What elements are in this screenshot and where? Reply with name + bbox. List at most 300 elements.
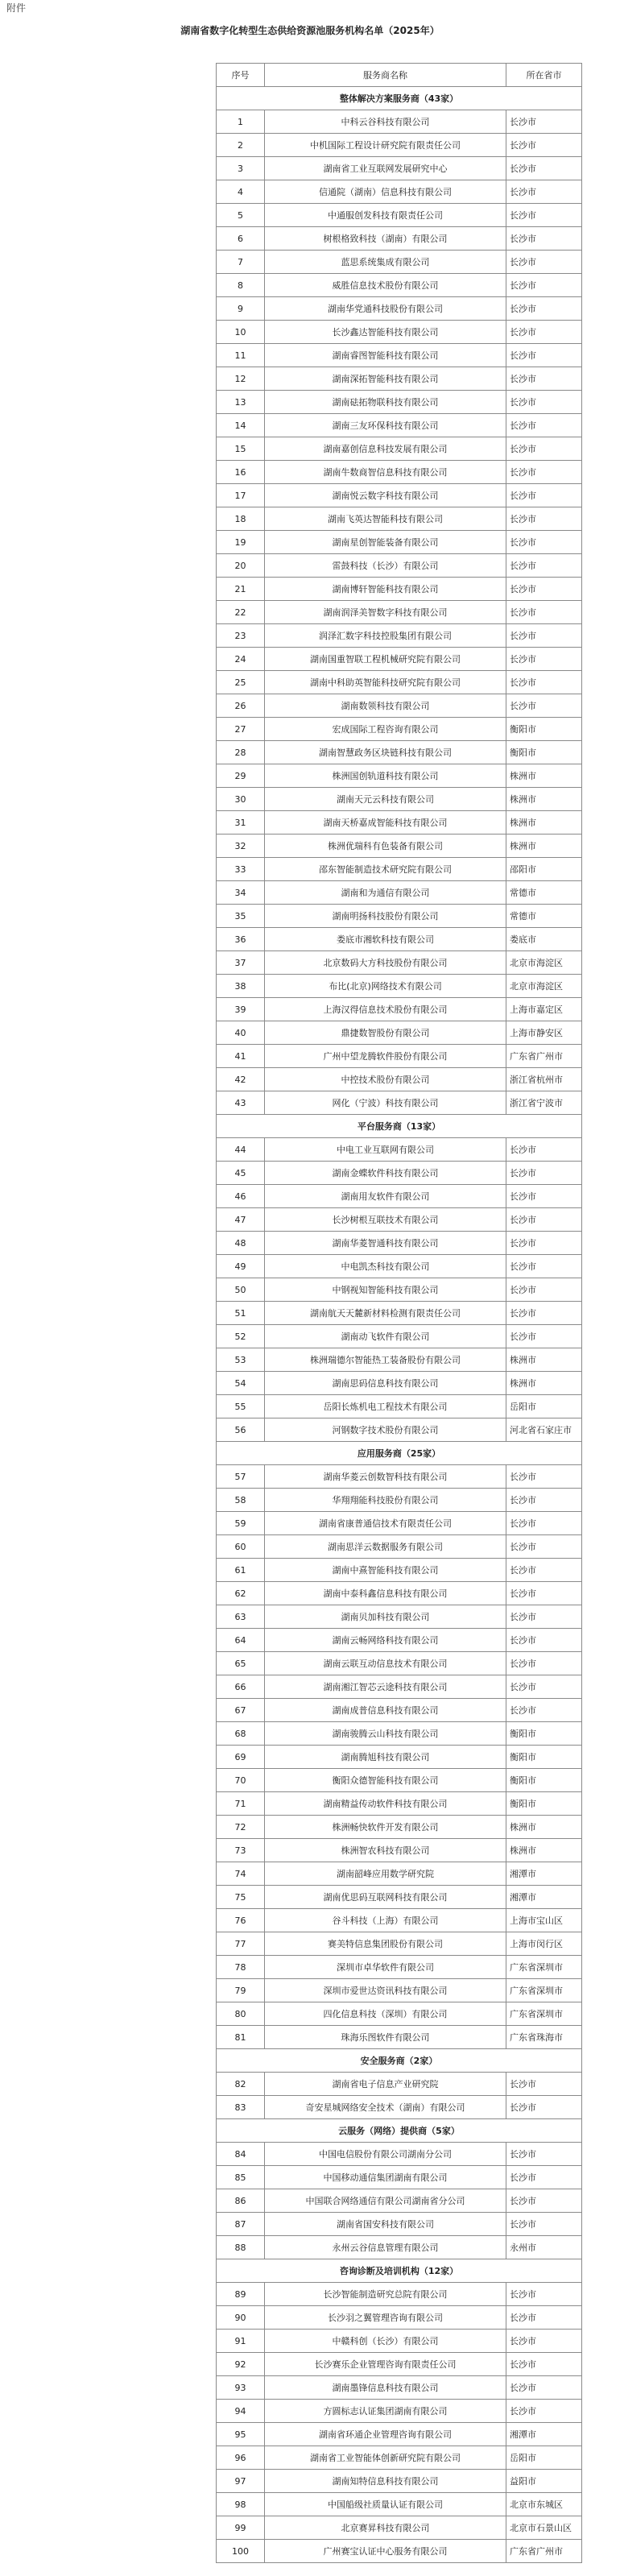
provider-name-cell: 株洲畅快软件开发有限公司 [265, 1816, 506, 1839]
row-number-cell: 25 [217, 671, 265, 694]
location-cell: 株洲市 [506, 835, 582, 858]
table-row [217, 1091, 582, 1115]
provider-name-cell: 湖南砝拓物联科技有限公司 [265, 391, 506, 414]
row-number-cell: 76 [217, 1909, 265, 1932]
location-cell: 北京市石景山区 [506, 2516, 582, 2540]
row-number-cell: 70 [217, 1769, 265, 1792]
section-title: 安全服务商（2家） [217, 2049, 582, 2073]
location-cell: 长沙市 [506, 2306, 582, 2330]
row-number-cell: 57 [217, 1465, 265, 1489]
table-row [217, 1302, 582, 1325]
provider-name-cell: 河钢数字技术股份有限公司 [265, 1418, 506, 1442]
table-header-row [217, 64, 582, 87]
provider-name-cell: 湖南省工业智能体创新研究院有限公司 [265, 2446, 506, 2470]
table-row [217, 180, 582, 204]
row-number-cell: 56 [217, 1418, 265, 1442]
provider-name-cell: 湖南骏腾云山科技有限公司 [265, 1722, 506, 1746]
row-number-cell: 20 [217, 554, 265, 578]
row-number-cell: 61 [217, 1559, 265, 1582]
table-row [217, 134, 582, 157]
table-row [217, 1932, 582, 1956]
provider-name-cell: 湖南省康普通信技术有限责任公司 [265, 1512, 506, 1535]
row-number-cell: 40 [217, 1021, 265, 1045]
row-number-cell: 35 [217, 905, 265, 928]
table-row [217, 344, 582, 367]
provider-name-cell: 方圆标志认证集团湖南有限公司 [265, 2400, 506, 2423]
row-number-cell: 1 [217, 110, 265, 134]
location-cell: 北京市东城区 [506, 2493, 582, 2516]
provider-name-cell: 湖南金蝶软件科技有限公司 [265, 1162, 506, 1185]
table-row [217, 1792, 582, 1816]
location-cell: 长沙市 [506, 2166, 582, 2189]
section-row [217, 87, 582, 110]
table-row [217, 437, 582, 461]
table-row [217, 1956, 582, 1979]
provider-name-cell: 湖南睿图智能科技有限公司 [265, 344, 506, 367]
table-row [217, 2002, 582, 2026]
location-cell: 长沙市 [506, 1325, 582, 1348]
table-row [217, 2213, 582, 2236]
service-provider-table [216, 63, 582, 2563]
provider-name-cell: 湖南优思码互联网科技有限公司 [265, 1886, 506, 1909]
location-cell: 长沙市 [506, 1185, 582, 1208]
provider-name-cell: 中钢视知智能科技有限公司 [265, 1278, 506, 1302]
location-cell: 长沙市 [506, 227, 582, 251]
location-cell: 河北省石家庄市 [506, 1418, 582, 1442]
provider-name-cell: 中国移动通信集团湖南有限公司 [265, 2166, 506, 2189]
provider-name-cell: 湖南墨锋信息科技有限公司 [265, 2376, 506, 2400]
row-number-cell: 52 [217, 1325, 265, 1348]
location-cell: 长沙市 [506, 2400, 582, 2423]
provider-name-cell: 湖南动飞软件有限公司 [265, 1325, 506, 1348]
row-number-cell: 81 [217, 2026, 265, 2049]
provider-name-cell: 雷鼓科技（长沙）有限公司 [265, 554, 506, 578]
row-number-cell: 88 [217, 2236, 265, 2259]
location-cell: 长沙市 [506, 2189, 582, 2213]
row-number-cell: 94 [217, 2400, 265, 2423]
row-number-cell: 47 [217, 1208, 265, 1232]
row-number-cell: 65 [217, 1652, 265, 1675]
row-number-cell: 53 [217, 1348, 265, 1372]
provider-name-cell: 湖南知特信息科技有限公司 [265, 2470, 506, 2493]
provider-name-cell: 湖南贝加科技有限公司 [265, 1605, 506, 1629]
table-row [217, 484, 582, 507]
row-number-cell: 73 [217, 1839, 265, 1862]
row-number-cell: 21 [217, 578, 265, 601]
location-cell: 长沙市 [506, 694, 582, 718]
table-row [217, 1418, 582, 1442]
attachment-label: 附件 [6, 2, 27, 14]
section-row [217, 1442, 582, 1465]
location-cell: 长沙市 [506, 321, 582, 344]
location-cell: 上海市宝山区 [506, 1909, 582, 1932]
table-row [217, 1045, 582, 1068]
location-cell: 长沙市 [506, 507, 582, 531]
row-number-cell: 72 [217, 1816, 265, 1839]
table-row [217, 367, 582, 391]
location-cell: 长沙市 [506, 1489, 582, 1512]
location-cell: 湘潭市 [506, 1862, 582, 1886]
table-row [217, 1582, 582, 1605]
table-row [217, 2236, 582, 2259]
section-row [217, 2049, 582, 2073]
table-row [217, 157, 582, 180]
row-number-cell: 92 [217, 2353, 265, 2376]
table-row [217, 928, 582, 951]
table-row [217, 1278, 582, 1302]
row-number-cell: 58 [217, 1489, 265, 1512]
location-cell: 娄底市 [506, 928, 582, 951]
provider-name-cell: 布比(北京)网络技术有限公司 [265, 975, 506, 998]
section-row [217, 2119, 582, 2143]
provider-name-cell: 长沙赛乐企业管理咨询有限责任公司 [265, 2353, 506, 2376]
provider-name-cell: 润泽汇数字科技控股集团有限公司 [265, 624, 506, 648]
table-row [217, 1862, 582, 1886]
row-number-cell: 49 [217, 1255, 265, 1278]
section-title: 平台服务商（13家） [217, 1115, 582, 1138]
location-cell: 长沙市 [506, 2283, 582, 2306]
table-row [217, 2189, 582, 2213]
row-number-cell: 66 [217, 1675, 265, 1699]
table-row [217, 2400, 582, 2423]
row-number-cell: 60 [217, 1535, 265, 1559]
provider-name-cell: 鼎捷数智股份有限公司 [265, 1021, 506, 1045]
table-row [217, 2306, 582, 2330]
row-number-cell: 44 [217, 1138, 265, 1162]
table-row [217, 531, 582, 554]
row-number-cell: 95 [217, 2423, 265, 2446]
table-row [217, 905, 582, 928]
location-cell: 长沙市 [506, 297, 582, 321]
table-row [217, 1559, 582, 1582]
location-cell: 株洲市 [506, 1816, 582, 1839]
location-cell: 株洲市 [506, 788, 582, 811]
provider-name-cell: 湖南省国安科技有限公司 [265, 2213, 506, 2236]
location-cell: 衡阳市 [506, 741, 582, 764]
location-cell: 长沙市 [506, 624, 582, 648]
table-row [217, 461, 582, 484]
table-row [217, 251, 582, 274]
location-cell: 衡阳市 [506, 718, 582, 741]
header-location: 所在省市 [506, 64, 582, 87]
location-cell: 长沙市 [506, 344, 582, 367]
table-row [217, 975, 582, 998]
table-row [217, 1512, 582, 1535]
table-row [217, 1535, 582, 1559]
provider-name-cell: 湖南航天天麓新材料检测有限责任公司 [265, 1302, 506, 1325]
provider-name-cell: 谷斗科技（上海）有限公司 [265, 1909, 506, 1932]
location-cell: 长沙市 [506, 134, 582, 157]
provider-name-cell: 湖南成普信息科技有限公司 [265, 1699, 506, 1722]
table-row [217, 1372, 582, 1395]
provider-name-cell: 湖南牛数商智信息科技有限公司 [265, 461, 506, 484]
table-row [217, 671, 582, 694]
location-cell: 长沙市 [506, 1675, 582, 1699]
location-cell: 衡阳市 [506, 1769, 582, 1792]
row-number-cell: 10 [217, 321, 265, 344]
provider-name-cell: 湖南深拓智能科技有限公司 [265, 367, 506, 391]
location-cell: 邵阳市 [506, 858, 582, 881]
provider-name-cell: 湖南云畅网络科技有限公司 [265, 1629, 506, 1652]
table-row [217, 1255, 582, 1278]
location-cell: 长沙市 [506, 531, 582, 554]
row-number-cell: 4 [217, 180, 265, 204]
section-title: 云服务（网络）提供商（5家） [217, 2119, 582, 2143]
table-row [217, 718, 582, 741]
row-number-cell: 16 [217, 461, 265, 484]
provider-name-cell: 中电凯杰科技有限公司 [265, 1255, 506, 1278]
table-row [217, 624, 582, 648]
provider-name-cell: 赛美特信息集团股份有限公司 [265, 1932, 506, 1956]
location-cell: 湘潭市 [506, 2423, 582, 2446]
row-number-cell: 8 [217, 274, 265, 297]
location-cell: 常德市 [506, 905, 582, 928]
provider-name-cell: 湖南湘江智芯云途科技有限公司 [265, 1675, 506, 1699]
location-cell: 永州市 [506, 2236, 582, 2259]
provider-name-cell: 湖南韶峰应用数学研究院 [265, 1862, 506, 1886]
row-number-cell: 6 [217, 227, 265, 251]
location-cell: 长沙市 [506, 578, 582, 601]
row-number-cell: 31 [217, 811, 265, 835]
location-cell: 长沙市 [506, 1278, 582, 1302]
table-row [217, 110, 582, 134]
row-number-cell: 84 [217, 2143, 265, 2166]
location-cell: 长沙市 [506, 1582, 582, 1605]
location-cell: 长沙市 [506, 461, 582, 484]
row-number-cell: 62 [217, 1582, 265, 1605]
location-cell: 长沙市 [506, 1232, 582, 1255]
location-cell: 株洲市 [506, 1372, 582, 1395]
row-number-cell: 89 [217, 2283, 265, 2306]
location-cell: 岳阳市 [506, 2446, 582, 2470]
table-row [217, 1722, 582, 1746]
provider-name-cell: 深圳市卓华软件有限公司 [265, 1956, 506, 1979]
provider-name-cell: 中机国际工程设计研究院有限责任公司 [265, 134, 506, 157]
row-number-cell: 55 [217, 1395, 265, 1418]
provider-name-cell: 上海汉得信息技术股份有限公司 [265, 998, 506, 1021]
provider-name-cell: 中国电信股份有限公司湖南分公司 [265, 2143, 506, 2166]
provider-name-cell: 湖南云联互动信息技术有限公司 [265, 1652, 506, 1675]
row-number-cell: 64 [217, 1629, 265, 1652]
provider-name-cell: 北京数码大方科技股份有限公司 [265, 951, 506, 975]
location-cell: 长沙市 [506, 367, 582, 391]
location-cell: 衡阳市 [506, 1722, 582, 1746]
table-row [217, 1652, 582, 1675]
table-row [217, 2166, 582, 2189]
row-number-cell: 63 [217, 1605, 265, 1629]
table-row [217, 1489, 582, 1512]
table-row [217, 1348, 582, 1372]
row-number-cell: 68 [217, 1722, 265, 1746]
provider-name-cell: 湖南用友软件有限公司 [265, 1185, 506, 1208]
row-number-cell: 17 [217, 484, 265, 507]
table-row [217, 1909, 582, 1932]
provider-name-cell: 珠海乐图软件有限公司 [265, 2026, 506, 2049]
provider-name-cell: 信通院（湖南）信息科技有限公司 [265, 180, 506, 204]
table-row [217, 554, 582, 578]
row-number-cell: 46 [217, 1185, 265, 1208]
table-row [217, 1605, 582, 1629]
section-title: 应用服务商（25家） [217, 1442, 582, 1465]
provider-name-cell: 中赣科创（长沙）有限公司 [265, 2330, 506, 2353]
provider-name-cell: 宏成国际工程咨询有限公司 [265, 718, 506, 741]
row-number-cell: 15 [217, 437, 265, 461]
row-number-cell: 22 [217, 601, 265, 624]
row-number-cell: 90 [217, 2306, 265, 2330]
table-row [217, 764, 582, 788]
location-cell: 广东省珠海市 [506, 2026, 582, 2049]
provider-name-cell: 广州中望龙腾软件股份有限公司 [265, 1045, 506, 1068]
table-row [217, 858, 582, 881]
location-cell: 长沙市 [506, 1699, 582, 1722]
row-number-cell: 23 [217, 624, 265, 648]
provider-name-cell: 湖南华菱智通科技有限公司 [265, 1232, 506, 1255]
row-number-cell: 93 [217, 2376, 265, 2400]
table-row [217, 1979, 582, 2002]
row-number-cell: 7 [217, 251, 265, 274]
location-cell: 衡阳市 [506, 1746, 582, 1769]
row-number-cell: 39 [217, 998, 265, 1021]
row-number-cell: 37 [217, 951, 265, 975]
location-cell: 长沙市 [506, 437, 582, 461]
row-number-cell: 34 [217, 881, 265, 905]
provider-name-cell: 岳阳长炼机电工程技术有限公司 [265, 1395, 506, 1418]
provider-name-cell: 深圳市爱世达资讯科技有限公司 [265, 1979, 506, 2002]
table-row [217, 2540, 582, 2563]
provider-name-cell: 株洲优瑞科有色装备有限公司 [265, 835, 506, 858]
row-number-cell: 19 [217, 531, 265, 554]
table-row [217, 1629, 582, 1652]
table-row [217, 1816, 582, 1839]
location-cell: 长沙市 [506, 2143, 582, 2166]
provider-name-cell: 湖南省电子信息产业研究院 [265, 2073, 506, 2096]
provider-name-cell: 中国船级社质量认证有限公司 [265, 2493, 506, 2516]
row-number-cell: 11 [217, 344, 265, 367]
table-body [217, 64, 582, 2563]
location-cell: 株洲市 [506, 1839, 582, 1862]
table-row [217, 2516, 582, 2540]
section-title: 咨询诊断及培训机构（12家） [217, 2259, 582, 2283]
table-row [217, 1232, 582, 1255]
table-row [217, 2096, 582, 2119]
row-number-cell: 67 [217, 1699, 265, 1722]
provider-name-cell: 湖南腾旭科技有限公司 [265, 1746, 506, 1769]
provider-name-cell: 湖南精益传动软件科技有限公司 [265, 1792, 506, 1816]
row-number-cell: 24 [217, 648, 265, 671]
location-cell: 北京市海淀区 [506, 951, 582, 975]
provider-name-cell: 永州云谷信息管理有限公司 [265, 2236, 506, 2259]
provider-name-cell: 湖南天元云科技有限公司 [265, 788, 506, 811]
row-number-cell: 2 [217, 134, 265, 157]
table-row [217, 835, 582, 858]
table-row [217, 788, 582, 811]
provider-name-cell: 湖南省环通企业管理咨询有限公司 [265, 2423, 506, 2446]
table-row [217, 227, 582, 251]
location-cell: 长沙市 [506, 2376, 582, 2400]
row-number-cell: 5 [217, 204, 265, 227]
table-row [217, 204, 582, 227]
provider-name-cell: 奇安星城网络安全技术（湖南）有限公司 [265, 2096, 506, 2119]
provider-name-cell: 北京赛昇科技有限公司 [265, 2516, 506, 2540]
row-number-cell: 97 [217, 2470, 265, 2493]
table-row [217, 1839, 582, 1862]
table-row [217, 2330, 582, 2353]
location-cell: 广东省深圳市 [506, 1956, 582, 1979]
row-number-cell: 77 [217, 1932, 265, 1956]
location-cell: 北京市海淀区 [506, 975, 582, 998]
table-row [217, 648, 582, 671]
location-cell: 长沙市 [506, 1208, 582, 1232]
table-row [217, 321, 582, 344]
provider-name-cell: 长沙树根互联技术有限公司 [265, 1208, 506, 1232]
table-row [217, 1746, 582, 1769]
location-cell: 长沙市 [506, 1162, 582, 1185]
location-cell: 长沙市 [506, 1138, 582, 1162]
row-number-cell: 42 [217, 1068, 265, 1091]
location-cell: 益阳市 [506, 2470, 582, 2493]
provider-name-cell: 中控技术股份有限公司 [265, 1068, 506, 1091]
provider-name-cell: 长沙智能制造研究总院有限公司 [265, 2283, 506, 2306]
provider-name-cell: 湖南华党通科技股份有限公司 [265, 297, 506, 321]
location-cell: 长沙市 [506, 414, 582, 437]
table-row [217, 1068, 582, 1091]
location-cell: 上海市嘉定区 [506, 998, 582, 1021]
header-name: 服务商名称 [265, 64, 506, 87]
table-row [217, 578, 582, 601]
table-row [217, 1769, 582, 1792]
row-number-cell: 54 [217, 1372, 265, 1395]
provider-name-cell: 威胜信息技术股份有限公司 [265, 274, 506, 297]
table-row [217, 951, 582, 975]
header-no: 序号 [217, 64, 265, 87]
provider-name-cell: 湖南数领科技有限公司 [265, 694, 506, 718]
location-cell: 广东省广州市 [506, 1045, 582, 1068]
provider-name-cell: 湖南思码信息科技有限公司 [265, 1372, 506, 1395]
table-row [217, 694, 582, 718]
row-number-cell: 13 [217, 391, 265, 414]
location-cell: 广东省深圳市 [506, 2002, 582, 2026]
row-number-cell: 59 [217, 1512, 265, 1535]
provider-name-cell: 株洲瑞德尔智能热工装备股份有限公司 [265, 1348, 506, 1372]
row-number-cell: 27 [217, 718, 265, 741]
row-number-cell: 87 [217, 2213, 265, 2236]
table-row [217, 2073, 582, 2096]
row-number-cell: 86 [217, 2189, 265, 2213]
row-number-cell: 78 [217, 1956, 265, 1979]
table-row [217, 881, 582, 905]
provider-name-cell: 湖南博轩智能科技有限公司 [265, 578, 506, 601]
provider-name-cell: 株洲智农科技有限公司 [265, 1839, 506, 1862]
row-number-cell: 14 [217, 414, 265, 437]
row-number-cell: 91 [217, 2330, 265, 2353]
section-row [217, 2259, 582, 2283]
table-row [217, 1185, 582, 1208]
table-row [217, 1465, 582, 1489]
location-cell: 长沙市 [506, 2096, 582, 2119]
row-number-cell: 43 [217, 1091, 265, 1115]
table-row [217, 1395, 582, 1418]
location-cell: 浙江省宁波市 [506, 1091, 582, 1115]
provider-name-cell: 华翔翔能科技股份有限公司 [265, 1489, 506, 1512]
row-number-cell: 36 [217, 928, 265, 951]
provider-name-cell: 网化（宁波）科技有限公司 [265, 1091, 506, 1115]
provider-name-cell: 湖南天桥嘉成智能科技有限公司 [265, 811, 506, 835]
table-row [217, 1021, 582, 1045]
provider-name-cell: 湖南省工业互联网发展研究中心 [265, 157, 506, 180]
provider-name-cell: 长沙羽之翼管理咨询有限公司 [265, 2306, 506, 2330]
table-row [217, 1208, 582, 1232]
row-number-cell: 82 [217, 2073, 265, 2096]
